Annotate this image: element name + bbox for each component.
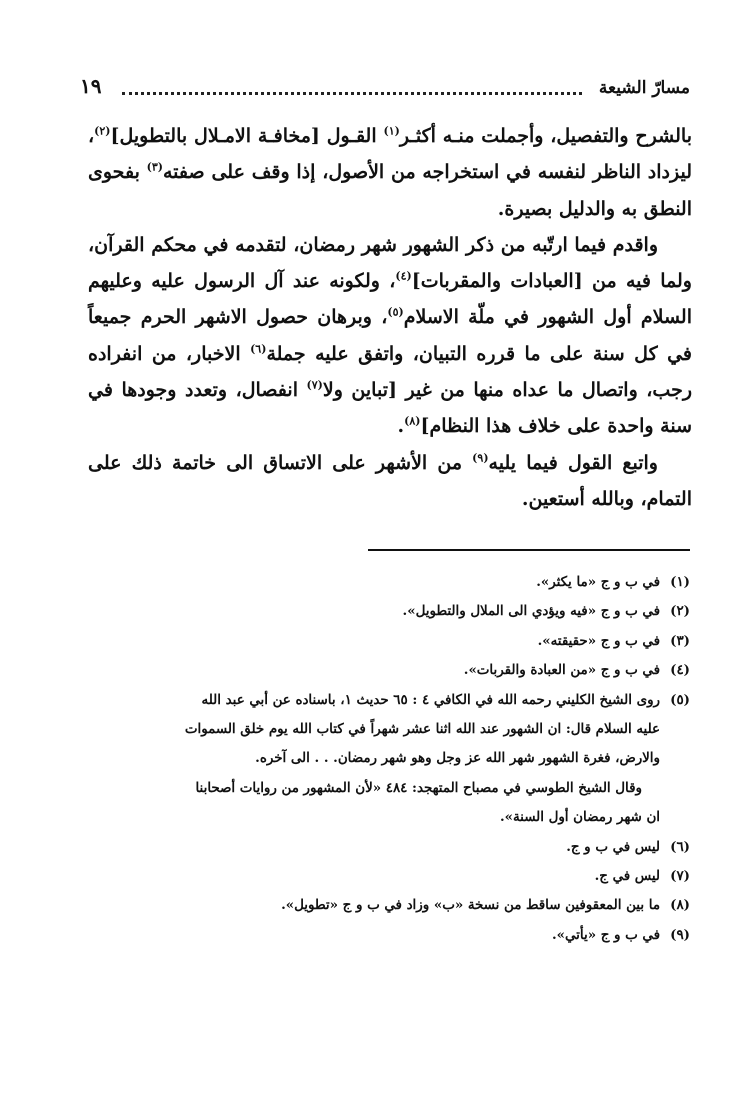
text-run: . — [397, 415, 405, 438]
paragraph-2 — [88, 227, 692, 445]
footnote-5 — [86, 686, 690, 715]
footnote-ref-4[interactable]: (٤) — [395, 269, 412, 283]
running-title: مسارّ الشيعة — [598, 78, 690, 98]
text-run: واتبع القول فيما يليه — [488, 451, 658, 474]
footnote-4 — [86, 656, 690, 685]
text-run: القـول [مخافـة الامـلال بالتطويل] — [110, 125, 384, 147]
footnote-ref-7[interactable]: (٧) — [306, 378, 323, 392]
text-run: واقدم فيما ارتّبه من ذكر الشهور شهر رمضان، لتقدمه في محكم القرآن، ولما فيه من [العبادات والمقربات] — [88, 233, 692, 293]
footnote-number: (٣) — [670, 632, 690, 649]
footnote-number: (٥) — [670, 691, 690, 708]
footnote-2 — [86, 597, 690, 626]
footnote-text: في ب و ج «ما يكثر». — [536, 574, 660, 590]
footnote-6 — [86, 833, 690, 862]
footnote-number: (٨) — [670, 897, 690, 914]
footnote-text: ليس في ج. — [594, 868, 660, 885]
footnote-8 — [86, 891, 690, 920]
footnote-number: (٧) — [670, 868, 690, 885]
footnote-text: في ب و ج «يأتي». — [551, 926, 660, 943]
footnote-text: ليس في ب و ج. — [566, 838, 660, 855]
footnote-ref-3[interactable]: (٣) — [146, 160, 163, 174]
main-text — [88, 118, 692, 517]
footnote-text: في ب و ج «حقيقته». — [537, 632, 660, 649]
footnote-text: روى الشيخ الكليني رحمه الله في الكافي ٤ : ٦٥ حديث ١، باسناده عن أبي عبد الله — [201, 691, 660, 708]
footnote-number: (٦) — [670, 838, 690, 855]
footnote-text: في ب و ج «فيه ويؤدي الى الملال والتطويل». — [402, 603, 660, 620]
footnote-ref-8[interactable]: (٨) — [404, 415, 421, 429]
footnote-ref-6[interactable]: (٦) — [250, 342, 267, 356]
header-dot-leader — [122, 92, 582, 95]
text-run: انفصال، وتعدد وجودها في سنة واحدة على خلاف هذا النظام] — [88, 379, 692, 438]
page-header — [80, 74, 690, 108]
footnote-9 — [86, 921, 690, 950]
footnote-ref-5[interactable]: (٥) — [387, 306, 404, 320]
footnote-5-second-paragraph-end: ان شهر رمضان أول السنة». — [499, 809, 660, 826]
text-run: بالشرح والتفصيل، وأجملت منـه أكثـر — [399, 125, 692, 147]
text-run: الاخبار، من انفراده رجب، واتصال ما عداه منها من غير [تباين ولا — [88, 342, 693, 402]
text-run: بفحوى النطق به والدليل بصيرة. — [88, 161, 692, 220]
footnote-3 — [86, 627, 690, 656]
footnote-5-continuation-2: والارض، فغرة الشهور شهر الله عز وجل وهو شهر رمضان. . . الى آخره. — [255, 750, 660, 767]
paragraph-1 — [88, 118, 692, 227]
footnote-number: (١) — [670, 574, 690, 590]
footnote-text: ما بين المعقوفين ساقط من نسخة «ب» وزاد في ب و ج «تطويل». — [281, 897, 660, 914]
footnote-1 — [86, 568, 690, 597]
footnote-number: (٩) — [670, 926, 690, 943]
footnote-ref-9[interactable]: (٩) — [472, 451, 489, 465]
footnote-separator — [368, 549, 690, 551]
text-run: من الأشهر على الاتساق الى خاتمة ذلك على التمام، وبالله أستعين. — [88, 451, 692, 510]
footnotes — [86, 568, 690, 950]
page-number: ١٩ — [80, 74, 102, 98]
text-run: ، ولكونه عند آل الرسول عليه وعليهم السلام أول الشهور في ملّة الاسلام — [88, 270, 692, 329]
footnote-number: (٤) — [670, 662, 690, 679]
text-run: ، وبرهان حصول الاشهر الحرم جميعاً في كل سنة على ما قرره التبيان، واتفق عليه جملة — [88, 306, 693, 365]
footnote-7 — [86, 862, 690, 891]
paragraph-3 — [88, 445, 692, 518]
footnote-ref-1[interactable]: (١) — [383, 124, 400, 138]
footnote-number: (٢) — [670, 603, 690, 620]
footnote-ref-2[interactable]: (٢) — [94, 124, 111, 138]
footnote-5-continuation-1: عليه السلام قال: ان الشهور عند الله اثنا عشر شهراً في كتاب الله يوم خلق السموات — [184, 721, 660, 738]
text-run: ، ليزداد الناظر لنفسه في استخراجه من الأصول، إذا وقف على صفته — [88, 125, 693, 184]
footnote-text: في ب و ج «من العبادة والقربات». — [463, 662, 660, 679]
footnote-5-second-paragraph: وقال الشيخ الطوسي في مصباح المتهجد: ٤٨٤ «لأن المشهور من روايات أصحابنا — [195, 779, 642, 796]
